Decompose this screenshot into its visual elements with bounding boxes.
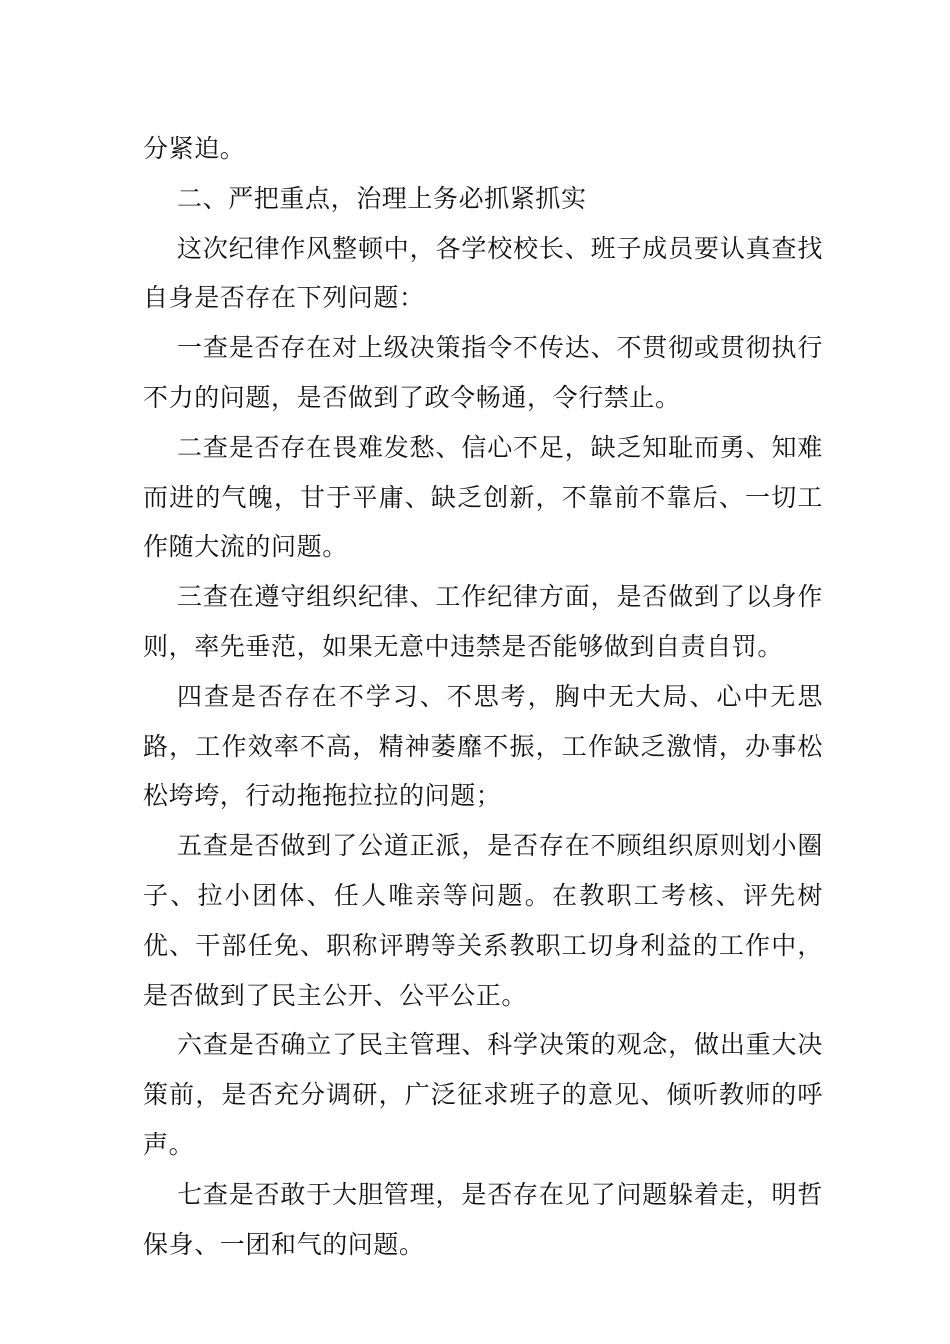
document-body: [143, 124, 823, 1269]
check-item-3: 三查在遵守组织纪律、工作纪律方面，是否做到了以身作则，率先垂范，如果无意中违禁是否能够做到自责自罚。: [143, 582, 823, 661]
check-item-1: 一查是否存在对上级决策指令不传达、不贯彻或贯彻执行不力的问题，是否做到了政令畅通，令行禁止。: [143, 333, 823, 412]
check-item-5: 五查是否做到了公道正派，是否存在不顾组织原则划小圈子、拉小团体、任人唯亲等问题。在教职工考核、评先树优、干部任免、职称评聘等关系教职工切身利益的工作中，是否做到了民主公开、公平公正。: [143, 831, 823, 1010]
check-item-2: 二查是否存在畏难发愁、信心不足，缺乏知耻而勇、知难而进的气魄，甘于平庸、缺乏创新，不靠前不靠后、一切工作随大流的问题。: [143, 432, 823, 562]
check-item-6: 六查是否确立了民主管理、科学决策的观念，做出重大决策前，是否充分调研，广泛征求班子的意见、倾听教师的呼声。: [143, 1030, 823, 1159]
section-heading: 二、严把重点，治理上务必抓紧抓实: [177, 183, 587, 213]
check-item-4: 四查是否存在不学习、不思考，胸中无大局、心中无思路，工作效率不高，精神萎靡不振，工作缺乏激情，办事松松垮垮，行动拖拖拉拉的问题；: [143, 681, 823, 811]
check-item-7: 七查是否敢于大胆管理，是否存在见了问题躲着走，明哲保身、一团和气的问题。: [143, 1179, 823, 1259]
paragraph-continuation: 分紧迫。: [143, 134, 246, 163]
paragraph-intro: 这次纪律作风整顿中，各学校校长、班子成员要认真查找自身是否存在下列问题：: [143, 233, 823, 313]
